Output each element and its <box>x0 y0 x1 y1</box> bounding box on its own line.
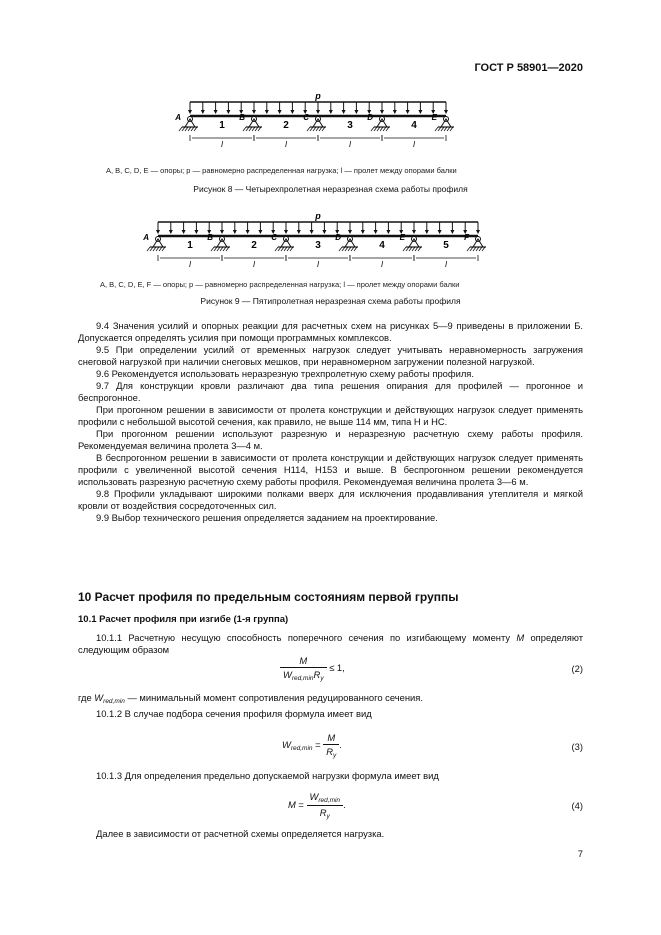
ground-hatch <box>162 247 165 251</box>
paragraph-9-7: 9.7 Для конструкции кровли различают два типа решения опирания для профилей — прогонное и беспрогонное. <box>78 380 583 403</box>
ground-hatch <box>147 247 150 251</box>
ground-hatch <box>290 247 293 251</box>
figure-9-legend: A, B, C, D, E, F — опоры; p — равномерно распределенная нагрузка; l — пролет между опорами балки <box>100 280 460 289</box>
ground-hatch <box>307 127 310 131</box>
load-arrowhead <box>214 110 218 114</box>
paragraph-purlinless: В беспрогонном решении в зависимости от пролета конструкции и действующих нагрузок следует применять профили с увеличенной высотой сечения Н114, Н153 и выше. В беспрогонном решении рекомендуется использовать разрезную расчетную схему работы профиля. Рекомендуемая величина пролета 3—6 м. <box>78 452 583 487</box>
load-arrowhead <box>201 110 205 114</box>
load-arrowhead <box>316 110 320 114</box>
ground-hatch <box>278 247 281 251</box>
span-number-1: 1 <box>219 120 225 131</box>
span-number-5: 5 <box>443 240 449 251</box>
ground-hatch <box>214 247 217 251</box>
support-label-F: F <box>464 233 469 242</box>
span-number-2: 2 <box>251 240 257 251</box>
span-length-label: l <box>381 260 383 269</box>
paragraph-9-6: 9.6 Рекомендуется использовать неразрезную трехпролетную схему работы профиля. <box>96 368 474 379</box>
span-length-label: l <box>445 260 447 269</box>
ground-hatch <box>435 127 438 131</box>
load-arrowhead <box>246 230 250 234</box>
load-arrowhead <box>284 230 288 234</box>
span-length-label: l <box>413 140 415 149</box>
ground-hatch <box>473 247 476 251</box>
load-arrowhead <box>156 230 160 234</box>
load-arrowhead <box>278 110 282 114</box>
span-length-label: l <box>221 140 223 149</box>
paragraph-where: где $W_{red,min}$ — минимальный момент сопротивления редуцированного сечения. <box>78 692 423 705</box>
load-arrowhead <box>182 230 186 234</box>
span-number-2: 2 <box>283 120 289 131</box>
ground-hatch <box>211 247 214 251</box>
load-arrowhead <box>412 230 416 234</box>
load-arrowhead <box>233 230 237 234</box>
equation-3: $W_{red,min}$ = $\frac{M}{R_y}$ . <box>282 732 342 759</box>
paragraph-purlin-1: При прогонном решении в зависимости от пролета конструкции и действующих нагрузок следует применять профили с небольшой высотой сечения, как правило, не выше 114 мм, типа Н и НС. <box>78 404 583 427</box>
support-label-A: A <box>143 233 149 242</box>
ground-hatch <box>220 247 223 251</box>
paragraph-9-9: 9.9 Выбор технического решения определяется заданием на проектирование. <box>96 512 438 523</box>
load-arrowhead <box>418 110 422 114</box>
ground-hatch <box>351 247 354 251</box>
paragraph-10-1-3: 10.1.3 Для определения предельно допускаемой нагрузки формула имеет вид <box>96 770 439 781</box>
load-arrowhead <box>406 110 410 114</box>
figure-8-beam-diagram <box>170 86 470 156</box>
equation-4-number: (4) <box>571 800 583 811</box>
load-arrowhead <box>322 230 326 234</box>
body-text <box>78 320 583 524</box>
figure-9-beam-diagram <box>140 208 500 276</box>
ground-hatch <box>226 247 229 251</box>
equation-4: M = $\frac{W_{red,min}}{R_y}$ . <box>288 791 346 820</box>
ground-hatch <box>223 247 226 251</box>
paragraph-10-1-1: 10.1.1 Расчетную несущую способность поперечного сечения по изгибающему моменту M определяют следующим образом <box>78 632 583 655</box>
equation-3-number: (3) <box>571 741 583 752</box>
support-label-B: B <box>207 233 213 242</box>
equation-2: $\frac{M}{W_{red,min}R_y}$ ≤ 1, <box>280 655 345 682</box>
support-label-D: D <box>335 233 341 242</box>
ground-hatch <box>159 247 162 251</box>
ground-hatch <box>406 247 409 251</box>
span-length-label: l <box>349 140 351 149</box>
load-arrowhead <box>297 230 301 234</box>
load-arrowhead <box>354 110 358 114</box>
load-arrowhead <box>290 110 294 114</box>
span-number-3: 3 <box>315 240 321 251</box>
figure-8-legend: A, B, C, D, E — опоры; p — равномерно распределенная нагрузка; l — пролет между опорами балки <box>106 166 457 175</box>
load-label: p <box>315 91 321 101</box>
ground-hatch <box>415 247 418 251</box>
span-number-4: 4 <box>379 240 385 251</box>
load-arrowhead <box>188 110 192 114</box>
load-arrowhead <box>438 230 442 234</box>
paragraph-9-4: 9.4 Значения усилий и опорных реакции для расчетных схем на рисунках 5—9 приведены в приложении Б. Допускается определять усилия при помощи программных комплексов. <box>78 320 583 343</box>
support-label-C: C <box>303 113 309 122</box>
span-number-1: 1 <box>187 240 193 251</box>
load-arrowhead <box>380 110 384 114</box>
support-label-A: A <box>175 113 181 122</box>
load-label: p <box>315 211 321 221</box>
paragraph-10-1-2: 10.1.2 В случае подбора сечения профиля формула имеет вид <box>96 708 372 719</box>
figure-8-caption: Рисунок 8 — Четырехпролетная неразрезная схема работы профиля <box>193 184 468 194</box>
paragraph-9-8: 9.8 Профили укладывают широкими полками вверх для исключения продавливания утеплителя и мягкой кровли от воздействия сосредоточенных сил. <box>78 488 583 511</box>
span-length-label: l <box>285 140 287 149</box>
load-arrowhead <box>393 110 397 114</box>
load-arrowhead <box>348 230 352 234</box>
load-arrowhead <box>252 110 256 114</box>
ground-hatch <box>476 247 479 251</box>
paragraph-final: Далее в зависимости от расчетной схемы определяется нагрузка. <box>96 828 385 839</box>
ground-hatch <box>348 247 351 251</box>
ground-hatch <box>354 247 357 251</box>
load-arrowhead <box>374 230 378 234</box>
load-arrowhead <box>169 230 173 234</box>
section-10-title: 10 Расчет профиля по предельным состояниям первой группы <box>78 590 459 604</box>
load-arrowhead <box>265 110 269 114</box>
span-number-4: 4 <box>411 120 417 131</box>
ground-hatch <box>153 247 156 251</box>
ground-hatch <box>412 247 415 251</box>
ground-hatch <box>243 127 246 131</box>
load-arrowhead <box>329 110 333 114</box>
paragraph-purlin-2: При прогонном решении используют разрезную и неразрезную расчетную схему работы профиля. Рекомендуемая величина пролета 3—4 м. <box>78 428 583 451</box>
load-arrowhead <box>450 230 454 234</box>
span-length-label: l <box>317 260 319 269</box>
ground-hatch <box>470 247 473 251</box>
load-arrowhead <box>310 230 314 234</box>
ground-hatch <box>371 127 374 131</box>
ground-hatch <box>479 247 482 251</box>
ground-hatch <box>179 127 182 131</box>
figure-9-caption: Рисунок 9 — Пятипролетная неразрезная схема работы профиля <box>200 296 461 306</box>
support-label-E: E <box>399 233 405 242</box>
ground-hatch <box>418 247 421 251</box>
load-arrowhead <box>226 110 230 114</box>
load-arrowhead <box>361 230 365 234</box>
document-header: ГОСТ Р 58901—2020 <box>474 62 583 74</box>
ground-hatch <box>150 247 153 251</box>
ground-hatch <box>281 247 284 251</box>
load-arrowhead <box>476 230 480 234</box>
ground-hatch <box>409 247 412 251</box>
section-10-1-title: 10.1 Расчет профиля при изгибе (1-я группа) <box>78 614 289 625</box>
page-number: 7 <box>577 848 583 859</box>
ground-hatch <box>156 247 159 251</box>
ground-hatch <box>287 247 290 251</box>
equation-2-number: (2) <box>571 663 583 674</box>
load-arrowhead <box>194 230 198 234</box>
ground-hatch <box>403 247 406 251</box>
load-arrowhead <box>444 110 448 114</box>
ground-hatch <box>467 247 470 251</box>
span-length-label: l <box>189 260 191 269</box>
load-arrowhead <box>342 110 346 114</box>
support-label-C: C <box>271 233 277 242</box>
support-label-D: D <box>367 113 373 122</box>
span-length-label: l <box>253 260 255 269</box>
load-arrowhead <box>386 230 390 234</box>
support-label-B: B <box>239 113 245 122</box>
ground-hatch <box>339 247 342 251</box>
load-arrowhead <box>258 230 262 234</box>
support-label-E: E <box>431 113 437 122</box>
ground-hatch <box>284 247 287 251</box>
ground-hatch <box>345 247 348 251</box>
span-number-3: 3 <box>347 120 353 131</box>
ground-hatch <box>275 247 278 251</box>
ground-hatch <box>482 247 485 251</box>
ground-hatch <box>217 247 220 251</box>
ground-hatch <box>342 247 345 251</box>
paragraph-9-5: 9.5 При определении усилий от временных нагрузок следует учитывать неравномерность загружения снеговой нагрузкой при наличии снеговых мешков, при неравномерном загружении полезной нагрузкой. <box>78 344 583 367</box>
load-arrowhead <box>425 230 429 234</box>
load-arrowhead <box>220 230 224 234</box>
